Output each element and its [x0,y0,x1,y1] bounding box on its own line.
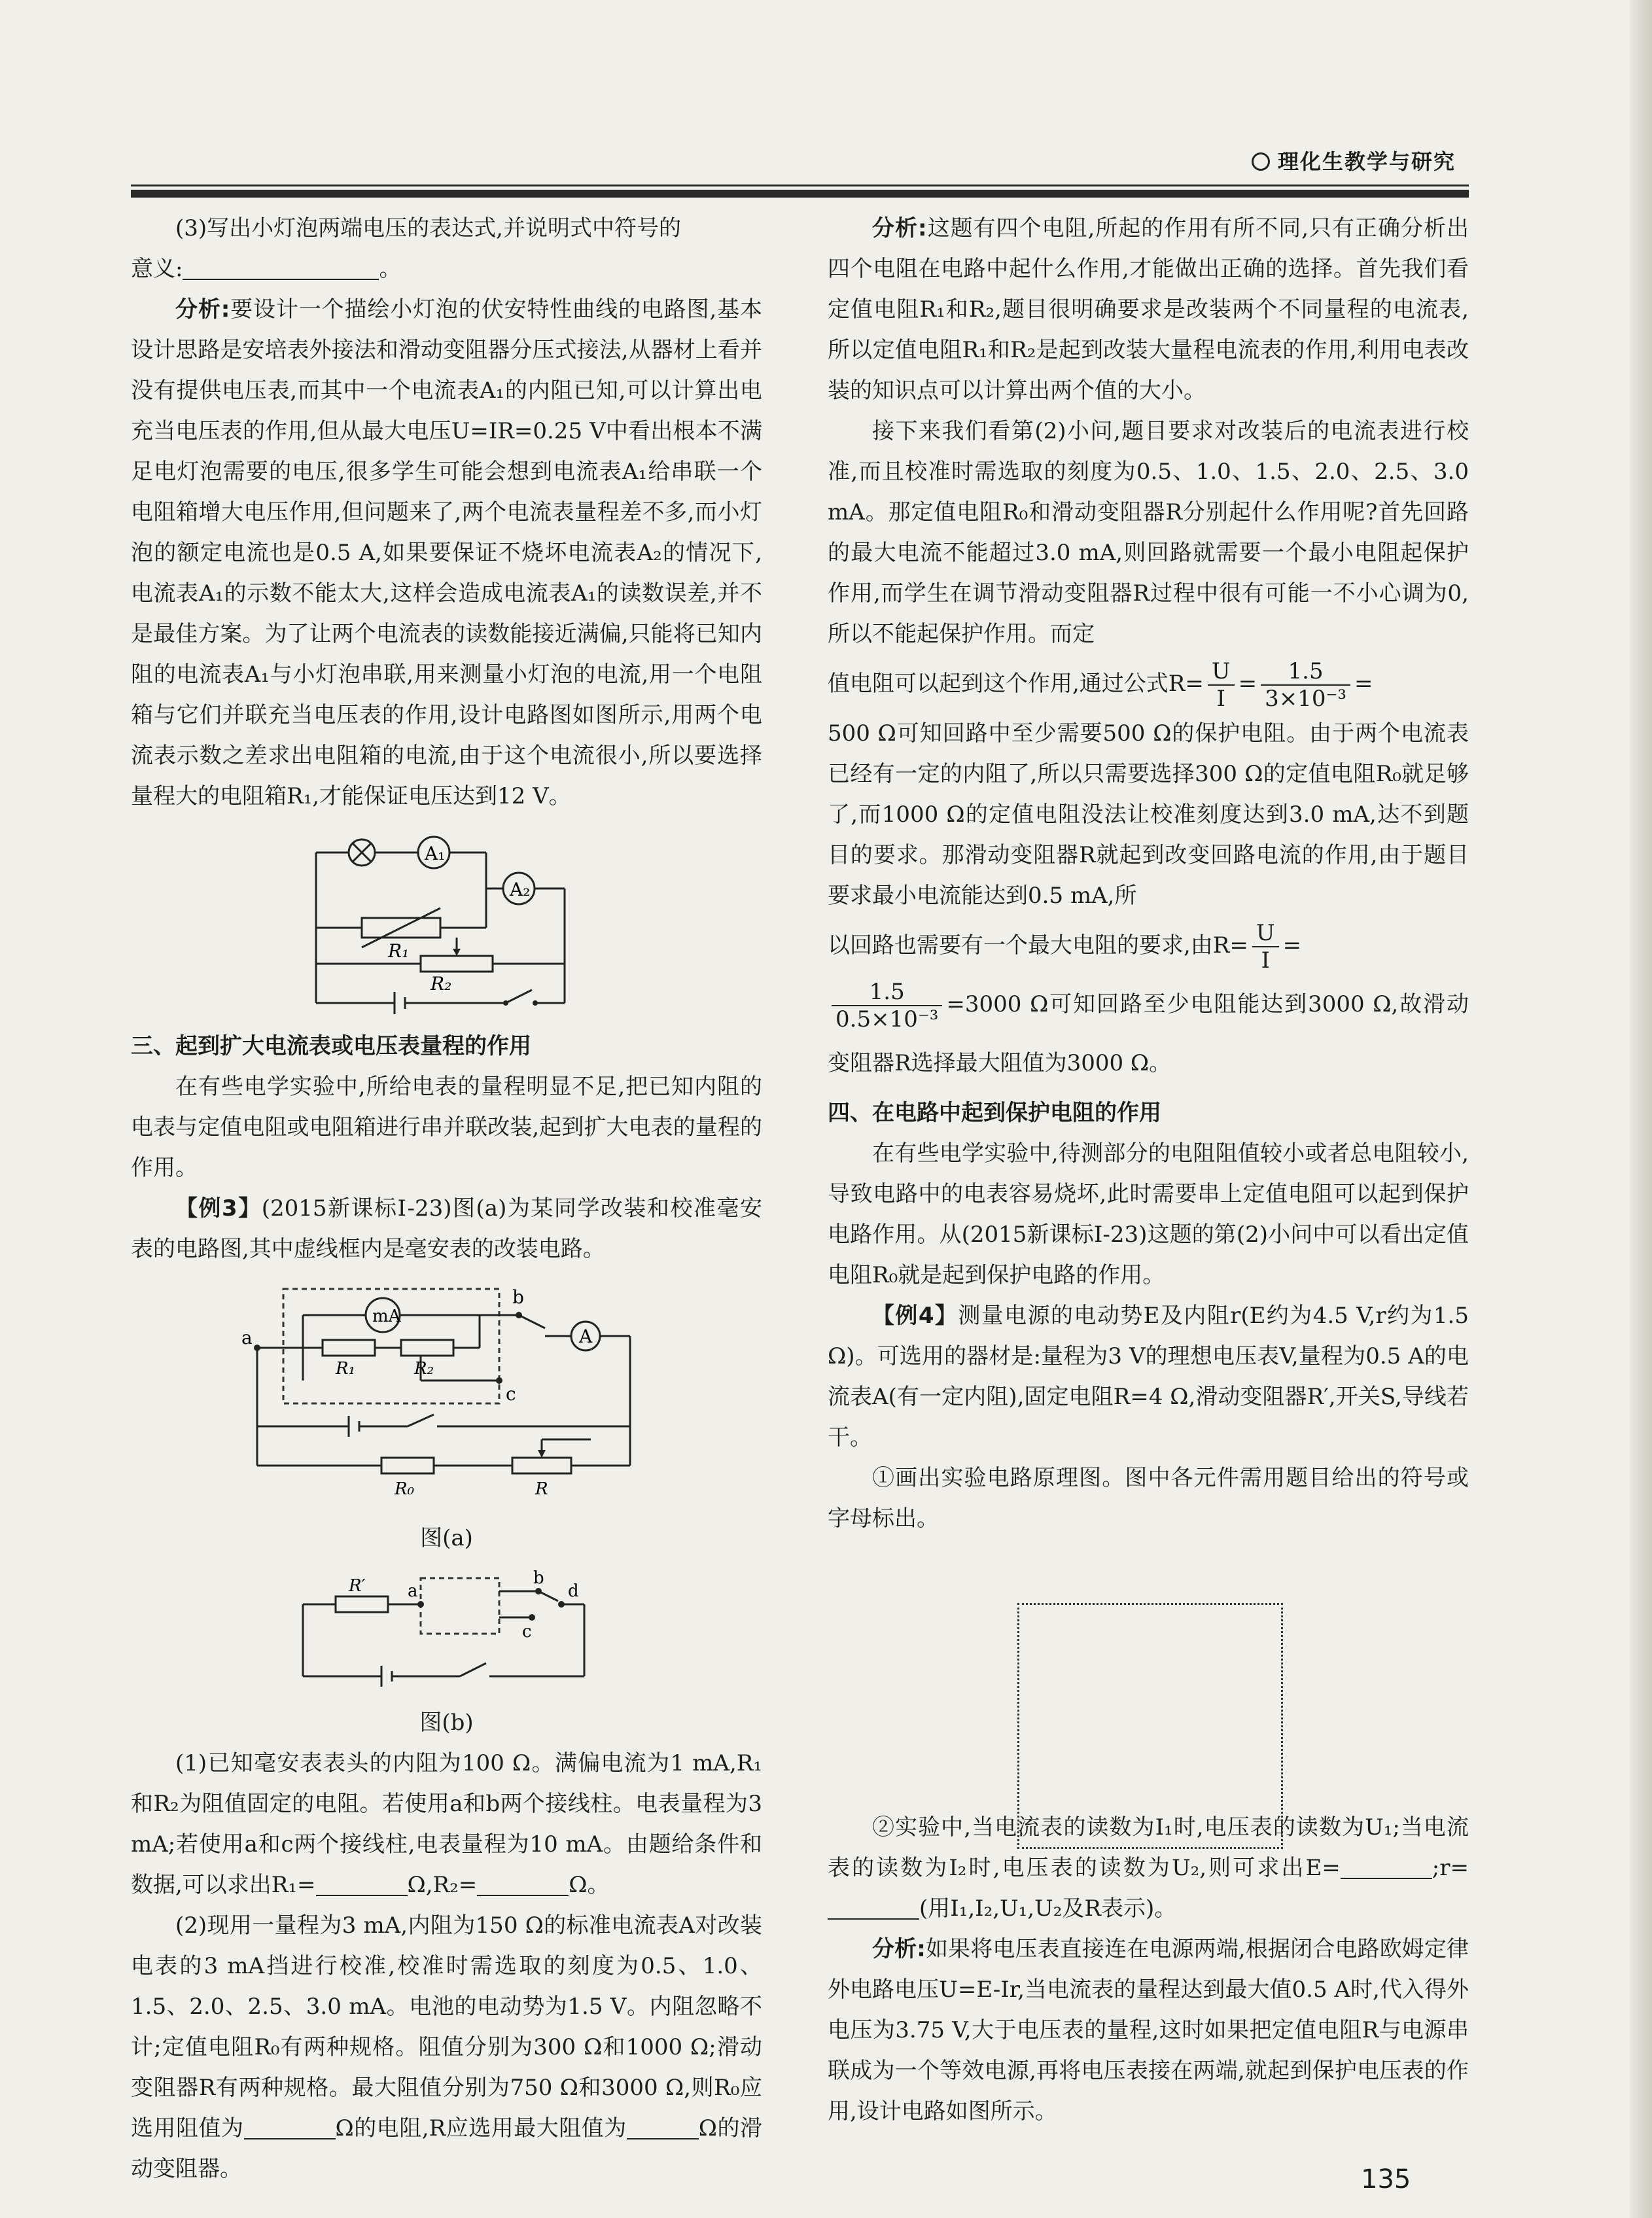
r2-label: R₂ [430,973,451,995]
milliammeter-label: mA [372,1307,400,1326]
analysis-text-4: 如果将电压表直接连在电源两端,根据闭合电路欧姆定律外电路电压U=E-Ir,当电流表的量程达到最大值0.5 A时,代入得外电压为3.75 V,大于电压表的量程,这时如果把定值电阻R与电源串联成为一个等效电源,再将电压表接在两端,就起到保护电压表的作用,设计电路如图所示。 [828,1936,1469,2124]
r-prime-label: R′ [348,1576,365,1596]
terminal-b-label: b [533,1568,544,1588]
ammeter-a2-label: A₂ [509,879,530,900]
analysis-text: 要设计一个描绘小灯泡的伏安特性曲线的电路图,基本设计思路是安培表外接法和滑动变阻器分压式接法,从器材上看并没有提供电压表,而其中一个电流表A₁的内阻已知,可以计算出电充当电压表的作用,但从最大电压U=IR=0.25 V中看出根本不满足电灯泡需要的电压,很多学生可能会想到电流表A₁给串联一个电阻箱增大电压作用,但问题来了,两个电流表量程差不多,而小灯泡的额定电流也是0.5 A,如果要保证不烧坏电流表A₂的情况下,电流表A₁的示数不能太大,这样会造成电流表A₁的读数误差,并不是最佳方案。为了让两个电流表的读数能接近满偏,只能将已知内阻的电流表A₁与小灯泡串联,用来测量小灯泡的电流,用一个电阻箱与它们并联充当电压表的作用,设计电路图如图所示,用两个电流表示数之差求出电阻箱的电流,由于这个电流很小,所以要选择量程大的电阻箱R₁,才能保证电压达到12 V。 [131,296,762,809]
header-rule-thick [131,190,1469,198]
fraction-value [1261,658,1350,712]
answer-blank-r [828,1896,919,1920]
question-1 [131,1743,762,1905]
r-equals: ;r= [1432,1855,1469,1881]
figure-a-caption: 图(a) [420,1525,473,1551]
circuit-diagram-a [237,1276,656,1511]
q3-line2 [131,249,762,289]
analysis-label: 分析: [872,1936,926,1962]
example-3 [131,1188,762,1269]
formula-conclusion: =3000 Ω可知回路至少电阻能达到3000 Ω,故滑动变阻器R选择最大阻值为3000 Ω。 [828,991,1469,1076]
question-2-text-3: Ω的滑动变阻器。 [131,2115,762,2182]
answer-blank [183,256,379,280]
fraction-denominator: 0.5×10⁻³ [835,1006,939,1032]
ammeter-label: A [578,1326,592,1347]
circuit-diagram-1 [303,823,591,1019]
formula-line-1: 值电阻可以起到这个作用,通过公式R= $\frac{U}{I}$ = $\frac{1.5}{\text{3×10⁻³}}$ = [828,658,1373,712]
question-2-text: (2)现用一量程为3 mA,内阻为150 Ω的标准电流表A对改装电表的3 mA挡进行校准,校准时需选取的刻度为0.5、1.0、1.5、2.0、2.5、3.0 mA。电池的电动势为1.5 V。内阻忽略不计;定值电阻R₀有两种规格。阻值分别为300 Ω和1000 Ω;滑动变阻器R有两种规格。最大阻值分别为750 Ω和3000 Ω,则R₀应选用阻值为 [131,1912,762,2141]
equals-sign: = [1354,671,1373,697]
analysis-paragraph-4 [828,1929,1469,2132]
question-1-text: (1)已知毫安表表头的内阻为100 Ω。满偏电流为1 mA,R₁和R₂为阻值固定的电阻。若使用a和b两个接线柱。电表量程为3 mA;若使用a和c两个接线柱,电表量程为10 mA。由题给条件和数据,可以求出R₁= [131,1750,762,1898]
question-2-tail: (用I₁,I₂,U₁,U₂及R表示)。 [919,1895,1177,1922]
answer-blank-r0 [244,2116,336,2139]
answer-drawing-box [1017,1603,1283,1849]
ammeter-a1-label: A₁ [424,843,445,864]
circle-icon [1252,152,1270,171]
formula-line-2 [828,916,1469,975]
journal-header [1252,145,1456,175]
analysis-paragraph-1 [828,208,1469,411]
header-rule [131,185,1469,186]
formula-line-3 [828,975,1469,1093]
analysis-label: 分析: [175,296,230,323]
r2-equals: R₂= [432,1872,478,1898]
terminal-c-label: c [505,1383,516,1405]
answer-blank-r [627,2116,699,2139]
r1-label: R₁ [387,940,409,962]
example-4 [828,1295,1469,1458]
analysis-paragraph-3: 500 Ω可知回路中至少需要500 Ω的保护电阻。由于两个电流表已经有一定的内阻了,所以只需要选择300 Ω的定值电阻R₀就足够了,而1000 Ω的定值电阻没法让校准刻度达到3.0 mA,达不到题目的要求。那滑动变阻器R就起到改变回路电流的作用,由于题目要求最小电流能达到0.5 mA,所 [828,720,1469,909]
terminal-d-label: d [567,1581,579,1601]
q3-end: 。 [379,256,402,282]
section-4-title: 四、在电路中起到保护电阻的作用 [828,1100,1161,1126]
section-3-text: 在有些电学实验中,所给电表的量程明显不足,把已知内阻的电表与定值电阻或电阻箱进行串并联改装,起到扩大电表的量程的作用。 [131,1074,762,1181]
formula-intro: 值电阻可以起到这个作用,通过公式R= [828,671,1204,697]
example-3-label: 【例3】 [175,1195,262,1222]
answer-blank-e [1341,1856,1432,1879]
terminal-c-label: c [521,1622,532,1642]
fraction-numerator: 1.5 [1261,658,1350,686]
section-4-text: 在有些电学实验中,待测部分的电阻阻值较小或者总电阻较小,导致电路中的电表容易烧坏,此时需要串上定值电阻可以起到保护电路作用。从(2015新课标Ⅰ-23)这题的第(2)小问中可以看出定值电阻R₀就是起到保护电路的作用。 [828,1140,1469,1288]
left-column [131,208,762,2189]
terminal-a-label: a [407,1581,418,1601]
fraction-numerator: U [1208,658,1235,686]
equals-sign: = [1282,932,1302,959]
fraction-denominator: I [1216,686,1225,712]
fraction-u-over-i [1252,920,1279,974]
fraction-value [832,979,942,1032]
answer-blank-r2 [477,1873,569,1896]
r2-label: R₂ [413,1359,434,1379]
r-label: R [535,1479,548,1499]
fraction-denominator: I [1261,947,1270,974]
section-3-title: 三、起到扩大电流表或电压表量程的作用 [131,1033,531,1059]
analysis-label: 分析: [872,215,927,241]
example-4-question-1: ①画出实验电路原理图。图中各元件需用题目给出的符号或字母标出。 [828,1465,1469,1532]
analysis-paragraph [131,289,762,817]
analysis-paragraph-2: 接下来我们看第(2)小问,题目要求对改装后的电流表进行校准,而且校准时需选取的刻度为0.5、1.0、1.5、2.0、2.5、3.0 mA。那定值电阻R₀和滑动变阻器R分别起什么作用呢?首先回路的最大电流不能超过3.0 mA,则回路就需要一个最小电阻起保护作用,而学生在调节滑动变阻器R过程中很有可能一不小心调为0,所以不能起保护作用。而定 [828,418,1469,647]
circuit-diagram-b [290,1565,604,1696]
unit-ohm: Ω。 [569,1872,610,1898]
r1-label: R₁ [335,1359,355,1379]
answer-blank-r1 [316,1873,408,1896]
page-number: 135 [1361,2164,1411,2194]
question-2-text: ②实验中,当电流表的读数为I₁时,电压表的读数为U₁;当电流表的读数为I₂时,电压表的读数为U₂,则可求出E= [828,1814,1469,1881]
example-3-text: (2015新课标Ⅰ-23)图(a)为某同学改装和校准毫安表的电路图,其中虚线框内是毫安表的改装电路。 [131,1195,762,1262]
fraction-denominator: 3×10⁻³ [1265,686,1347,712]
unit-ohm: Ω, [407,1872,433,1898]
fraction-numerator: U [1252,920,1279,947]
fraction-numerator: 1.5 [832,979,942,1006]
journal-title: 理化生教学与研究 [1277,149,1456,174]
q3-label: 意义: [131,256,183,282]
example-4-label: 【例4】 [872,1303,958,1329]
question-2-text-2: Ω的电阻,R应选用最大阻值为 [335,2115,627,2141]
page-edge-shadow [1630,0,1652,2218]
r0-label: R₀ [394,1479,414,1499]
figure-b-caption: 图(b) [419,1710,474,1736]
terminal-b-label: b [512,1286,524,1308]
question-2 [131,1905,762,2189]
analysis-text-1: 这题有四个电阻,所起的作用有所不同,只有正确分析出四个电阻在电路中起什么作用,才能做出正确的选择。首先我们看定值电阻R₁和R₂,题目很明确要求是改装两个不同量程的电流表,所以定值电阻R₁和R₂是起到改装大量程电流表的作用,利用电表改装的知识点可以计算出两个值的大小。 [828,215,1469,404]
fraction-u-over-i [1208,658,1235,712]
formula-intro: 以回路也需要有一个最大电阻的要求,由R= [828,932,1248,959]
terminal-a-label: a [241,1327,253,1348]
q3-line1: (3)写出小灯泡两端电压的表达式,并说明式中符号的 [175,215,681,241]
example-4-text: 测量电源的电动势E及内阻r(E约为4.5 V,r约为1.5 Ω)。可选用的器材是:量程为3 V的理想电压表V,量程为0.5 A的电流表A(有一定内阻),固定电阻R=4 Ω,滑动变阻器R′,开关S,导线若干。 [828,1303,1469,1451]
